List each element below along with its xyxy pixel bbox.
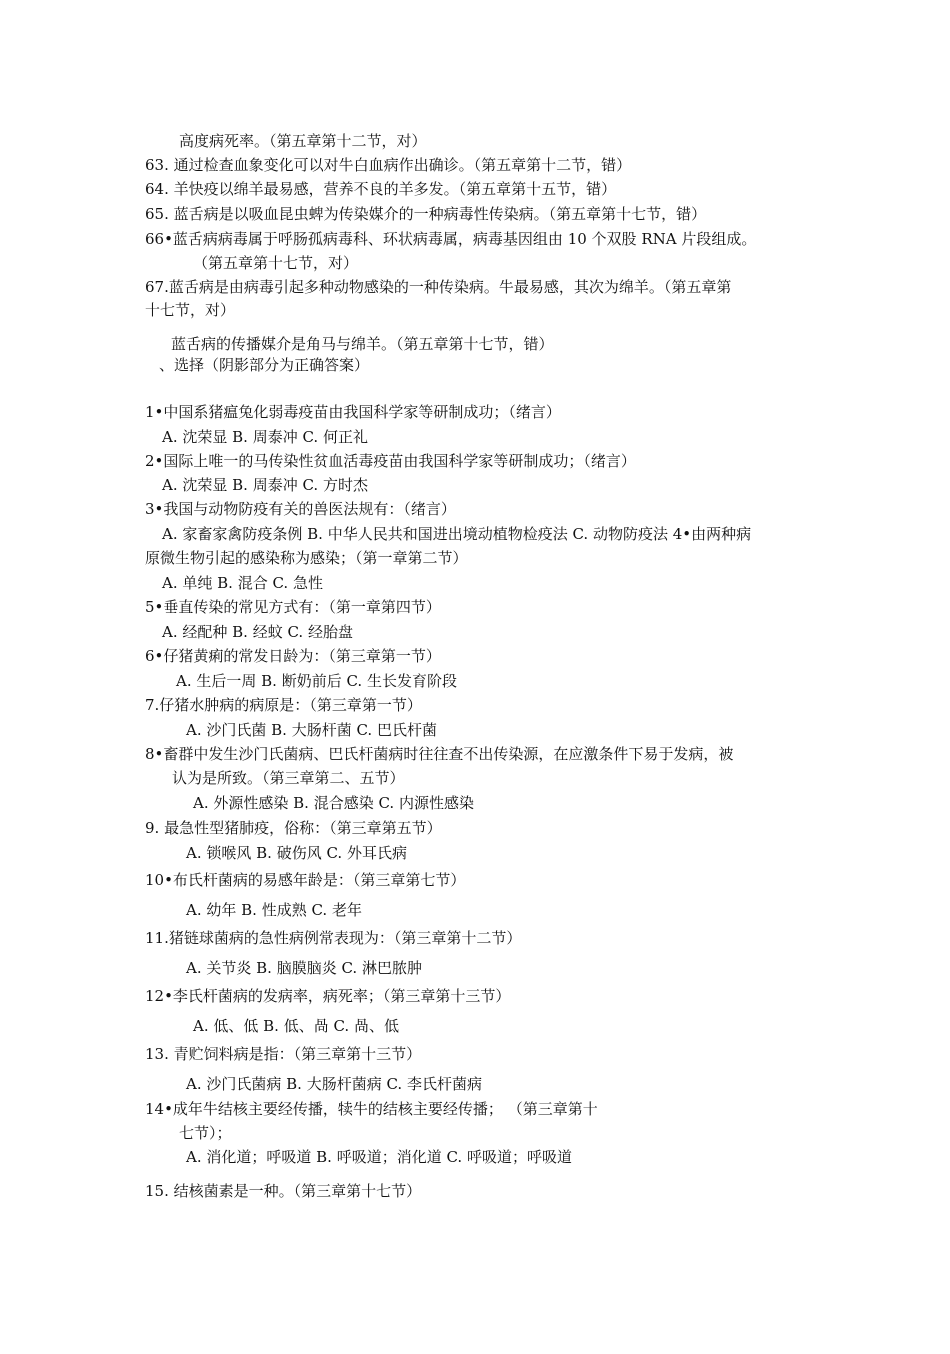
answer-options: A. 消化道；呼吸道 B. 呼吸道；消化道 C. 呼吸道；呼吸道 [186, 1148, 572, 1166]
question-line: 11.猪链球菌病的急性病例常表现为：（第三章第十二节） [145, 929, 522, 947]
question-line: 1•中国系猪瘟兔化弱毒疫苗由我国科学家等研制成功；（绪言） [145, 403, 561, 421]
question-line: 七节）； [179, 1124, 232, 1142]
text-line: 蓝舌病的传播媒介是角马与绵羊。（第五章第十七节，错） [171, 335, 554, 353]
answer-options: A. 生后一周 B. 断奶前后 C. 生长发育阶段 [176, 672, 457, 690]
text-line: 63. 通过检查血象变化可以对牛白血病作出确诊。（第五章第十二节，错） [145, 156, 632, 174]
question-line: 2•国际上唯一的马传染性贫血活毒疫苗由我国科学家等研制成功；（绪言） [145, 452, 636, 470]
question-line: 3•我国与动物防疫有关的兽医法规有：（绪言） [145, 500, 456, 518]
answer-options: A. 沙门氏菌 B. 大肠杆菌 C. 巴氏杆菌 [186, 721, 437, 739]
answer-options: A. 家畜家禽防疫条例 B. 中华人民共和国进出境动植物检疫法 C. 动物防疫法 4•由两种病 [162, 525, 752, 543]
text-line: 十七节，对） [145, 301, 236, 319]
question-line: 原微生物引起的感染称为感染；（第一章第二节） [145, 549, 468, 567]
text-line: 64. 羊快疫以绵羊最易感，营养不良的羊多发。（第五章第十五节，错） [145, 180, 617, 198]
question-line: 15. 结核菌素是一种。（第三章第十七节） [145, 1182, 422, 1200]
answer-options: A. 经配种 B. 经蚊 C. 经胎盘 [162, 623, 353, 641]
answer-options: A. 低、低 B. 低、咼 C. 咼、低 [193, 1017, 399, 1035]
question-line: 14•成年牛结核主要经传播，犊牛的结核主要经传播； （第三章第十 [145, 1100, 598, 1118]
text-line: 66•蓝舌病病毒属于呼肠孤病毒科、环状病毒属，病毒基因组由 10 个双股 RNA 片段组成。 [145, 230, 757, 248]
answer-options: A. 关节炎 B. 脑膜脑炎 C. 淋巴脓肿 [186, 959, 422, 977]
text-line: （第五章第十七节，对） [193, 254, 359, 272]
question-line: 12•李氏杆菌病的发病率，病死率；（第三章第十三节） [145, 987, 511, 1005]
section-heading: 、选择（阴影部分为正确答案） [159, 356, 370, 374]
question-line: 7.仔猪水肿病的病原是：（第三章第一节） [145, 696, 422, 714]
text-line: 高度病死率。（第五章第十二节，对） [179, 132, 427, 150]
question-line: 认为是所致。（第三章第二、五节） [172, 769, 405, 787]
answer-options: A. 幼年 B. 性成熟 C. 老年 [186, 901, 362, 919]
text-line: 65. 蓝舌病是以吸血昆虫蜱为传染媒介的一种病毒性传染病。（第五章第十七节，错） [145, 205, 707, 223]
question-line: 10•布氏杆菌病的易感年龄是：（第三章第七节） [145, 871, 466, 889]
answer-options: A. 沈荣显 B. 周泰冲 C. 方时杰 [162, 476, 368, 494]
question-line: 8•畜群中发生沙门氏菌病、巴氏杆菌病时往往查不出传染源，在应激条件下易于发病，被 [145, 745, 734, 763]
answer-options: A. 沙门氏菌病 B. 大肠杆菌病 C. 李氏杆菌病 [186, 1075, 482, 1093]
question-line: 5•垂直传染的常见方式有：（第一章第四节） [145, 598, 441, 616]
question-line: 6•仔猪黄痢的常发日龄为：（第三章第一节） [145, 647, 441, 665]
answer-options: A. 外源性感染 B. 混合感染 C. 内源性感染 [193, 794, 474, 812]
answer-options: A. 沈荣显 B. 周泰冲 C. 何正礼 [162, 428, 368, 446]
answer-options: A. 锁喉风 B. 破伤风 C. 外耳氏病 [186, 844, 407, 862]
question-line: 13. 青贮饲料病是指：（第三章第十三节） [145, 1045, 422, 1063]
answer-options: A. 单纯 B. 混合 C. 急性 [162, 574, 323, 592]
text-line: 67.蓝舌病是由病毒引起多种动物感染的一种传染病。牛最易感，其次为绵羊。（第五章第 [145, 278, 732, 296]
question-line: 9. 最急性型猪肺疫，俗称：（第三章第五节） [145, 819, 442, 837]
